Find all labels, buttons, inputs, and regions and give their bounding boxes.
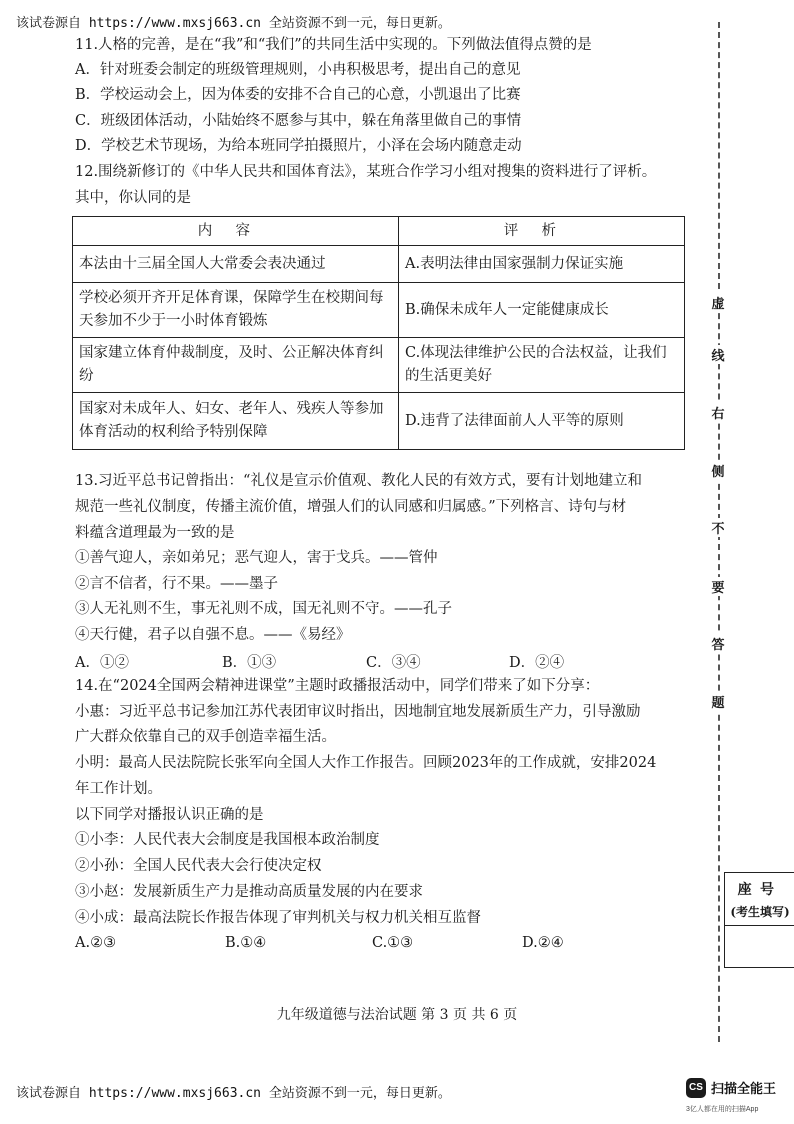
- scanner-logo-icon: CS: [686, 1078, 706, 1098]
- footer-watermark: 该试卷源自 https://www.mxsj663.cn 全站资源不到一元，每日更新。: [16, 1086, 451, 1101]
- q12-table-row: [73, 393, 685, 450]
- q14-choice-d: D.②④: [522, 935, 564, 951]
- q13-item-1: ①善气迎人，亲如弟兄；恶气迎人，害于戈兵。——管仲: [75, 550, 438, 566]
- q14-material-line1: 小惠：习近平总书记参加江苏代表团审议时指出，因地制宜地发展新质生产力，引导激励: [75, 704, 641, 720]
- q14-choice-b: B.①④: [225, 935, 267, 951]
- q13-item-2: ②言不信者，行不果。——墨子: [75, 576, 278, 592]
- q12-stem-line2: 其中，你认同的是: [75, 190, 191, 206]
- q12-table: [72, 216, 685, 450]
- q13-item-4: ④天行健，君子以自强不息。——《易经》: [75, 627, 351, 643]
- page-footer: 九年级道德与法治试题 第 3 页 共 6 页: [276, 1007, 518, 1023]
- q12-header-content: 内容: [73, 217, 399, 246]
- q12-row2-analysis: B.确保未成年人一定能健康成长: [399, 283, 685, 338]
- q11-option-c: C．班级团体活动，小陆始终不愿参与其中，躲在角落里做自己的事情: [75, 113, 522, 129]
- q12-table-header: [73, 217, 685, 246]
- q12-table-row: [73, 283, 685, 338]
- q12-row3-analysis: C.体现法律维护公民的合法权益，让我们的生活更美好: [399, 338, 685, 393]
- seat-number-box: [724, 872, 794, 968]
- q11-option-b: B．学校运动会上，因为体委的安排不合自己的心意，小凯退出了比赛: [75, 87, 521, 103]
- q14-choice-c: C.①③: [372, 935, 414, 951]
- q11-stem: 11.人格的完善，是在“我”和“我们”的共同生活中实现的。下列做法值得点赞的是: [75, 37, 592, 53]
- header-watermark: 该试卷源自 https://www.mxsj663.cn 全站资源不到一元，每日更新。: [16, 16, 451, 31]
- q12-table-row: [73, 246, 685, 283]
- q14-choice-a: A.②③: [75, 935, 117, 951]
- q13-stem-line1: 13.习近平总书记曾指出：“礼仪是宣示价值观、教化人民的有效方式，要有计划地建立和: [75, 473, 642, 489]
- q12-header-analysis: 评析: [399, 217, 685, 246]
- q14-item-4: ④小成：最高法院长作报告体现了审判机关与权力机关相互监督: [75, 910, 481, 926]
- side-char-8: 题: [710, 692, 726, 711]
- side-char-3: 右: [710, 403, 726, 422]
- q14-material-line4: 年工作计划。: [75, 781, 162, 797]
- side-char-4: 侧: [710, 461, 726, 480]
- seat-number-divider: [725, 925, 794, 926]
- q12-row4-content: 国家对未成年人、妇女、老年人、残疾人等参加体育活动的权利给予特别保障: [73, 393, 399, 450]
- seat-number-title: 座号: [737, 882, 783, 898]
- q14-item-3: ③小赵：发展新质生产力是推动高质量发展的内在要求: [75, 884, 423, 900]
- q12-row3-content: 国家建立体育仲裁制度，及时、公正解决体育纠纷: [73, 338, 399, 393]
- q14-item-1: ①小李：人民代表大会制度是我国根本政治制度: [75, 832, 380, 848]
- q12-row2-content: 学校必须开齐开足体育课，保障学生在校期间每天参加不少于一小时体育锻炼: [73, 283, 399, 338]
- q13-choice-d: D．②④: [509, 655, 565, 671]
- seat-number-subtitle: (考生填写): [730, 905, 790, 919]
- q14-item-2: ②小孙：全国人民代表大会行使决定权: [75, 858, 322, 874]
- side-char-1: 虚: [710, 293, 726, 312]
- q14-material-line3: 小明：最高人民法院院长张军向全国人大作工作报告。回顾2023年的工作成就，安排2024: [75, 755, 657, 771]
- scanner-logo-name: 扫描全能王: [711, 1081, 777, 1096]
- q13-stem-line2: 规范一些礼仪制度，传播主流价值，增强人们的认同感和归属感。”下列格言、诗句与材: [75, 499, 627, 515]
- q13-choice-a: A．①②: [75, 655, 129, 671]
- q12-table-row: [73, 338, 685, 393]
- q14-prompt: 以下同学对播报认识正确的是: [75, 807, 264, 823]
- q14-stem: 14.在“2024全国两会精神进课堂”主题时政播报活动中，同学们带来了如下分享：: [75, 678, 600, 694]
- q12-stem-line1: 12.围绕新修订的《中华人民共和国体育法》，某班合作学习小组对搜集的资料进行了评析。: [75, 164, 657, 180]
- q12-row4-analysis: D.违背了法律面前人人平等的原则: [399, 393, 685, 450]
- q12-row1-content: 本法由十三届全国人大常委会表决通过: [73, 246, 399, 283]
- q14-material-line2: 广大群众依靠自己的双手创造幸福生活。: [75, 729, 336, 745]
- q13-item-3: ③人无礼则不生，事无礼则不成，国无礼则不守。——孔子: [75, 601, 452, 617]
- q13-choice-c: C．③④: [366, 655, 421, 671]
- q13-choice-b: B．①③: [222, 655, 277, 671]
- scanner-logo-tagline: 3亿人都在用的扫描App: [686, 1106, 759, 1113]
- side-char-6: 要: [710, 577, 726, 596]
- side-char-2: 线: [710, 345, 726, 364]
- side-char-7: 答: [710, 634, 726, 653]
- side-char-5: 不: [710, 518, 726, 537]
- q11-option-d: D．学校艺术节现场，为给本班同学拍摄照片，小泽在会场内随意走动: [75, 138, 522, 154]
- q12-row1-analysis: A.表明法律由国家强制力保证实施: [399, 246, 685, 283]
- q11-option-a: A．针对班委会制定的班级管理规则，小冉积极思考，提出自己的意见: [75, 62, 521, 78]
- q13-stem-line3: 料蕴含道理最为一致的是: [75, 525, 235, 541]
